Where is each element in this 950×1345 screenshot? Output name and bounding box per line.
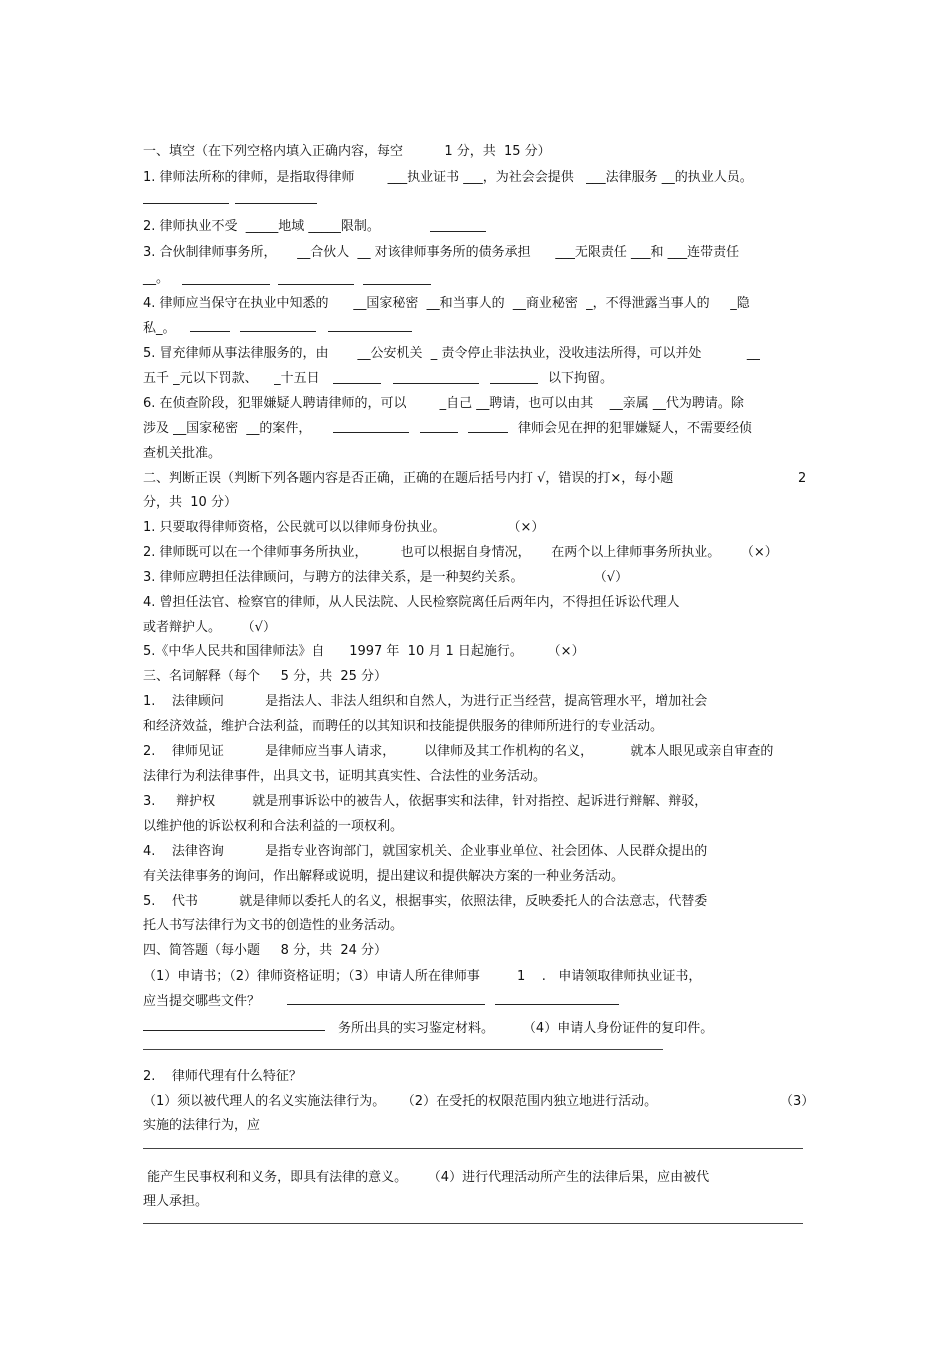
answer-underline <box>333 432 409 433</box>
section-2-heading: 二、判断正误（判断下列各题内容是否正确，正确的在题后括号内打 √，错误的打×，每小题 <box>143 471 674 486</box>
answer-rule <box>143 1049 663 1050</box>
answer-underline <box>235 203 317 204</box>
q2-3-text: 3. 律师应聘担任法律顾问，与聘方的法律关系，是一种契约关系。 （√） <box>143 570 629 585</box>
term-5-text-cont: 托人书写法律行为文书的创造性的业务活动。 <box>143 918 404 933</box>
answer-underline <box>420 432 458 433</box>
answer-underline <box>287 1004 485 1005</box>
answer-1-text-cont: 务所出具的实习鉴定材料。 （4）申请人身份证件的复印件。 <box>338 1021 714 1036</box>
term-5-text: 5. 代书 就是律师以委托人的名义，根据事实，依照法律，反映委托人的合法意志，代替委 <box>143 894 708 909</box>
q1-5-text-cont: 五千 _元以下罚款、 _十五日 <box>143 371 320 386</box>
q2-4-text: 4. 曾担任法官、检察官的律师，从人民法院、人民检察院离任后两年内，不得担任诉讼代理人 <box>143 595 680 610</box>
section-2-heading-cont: 分，共 10 分） <box>143 495 237 510</box>
answer-underline <box>240 331 316 332</box>
term-2-text-cont: 法律行为利法律事件，出具文书，证明其真实性、合法性的业务活动。 <box>143 769 547 784</box>
term-4-text: 4. 法律咨询 是指专业咨询部门，就国家机关、企业事业单位、社会团体、人民群众提出的 <box>143 844 708 859</box>
q1-5-text-end: 以下拘留。 <box>548 371 614 386</box>
answer-2-text-end: 理人承担。 <box>143 1194 209 1209</box>
answer-underline <box>278 284 354 285</box>
answer-underline <box>333 383 381 384</box>
q2-5-text: 5.《中华人民共和国律师法》自 1997 年 10 月 1 日起施行。 （×） <box>143 644 585 659</box>
answer-1-text: （1）申请书；（2）律师资格证明；（3）申请人所在律师事 1 . 申请领取律师执业证书， <box>143 969 702 984</box>
answer-underline <box>182 284 270 285</box>
answer-2-text-cont: 实施的法律行为，应 <box>143 1118 261 1133</box>
section-4-heading: 四、简答题（每小题 8 分，共 24 分） <box>143 943 388 958</box>
term-4-text-cont: 有关法律事务的询问，作出解释或说明，提出建议和提供解决方案的一种业务活动。 <box>143 869 625 884</box>
answer-2-text-cont2: 能产生民事权利和义务，即具有法律的意义。 （4）进行代理活动所产生的法律后果，应由被代 <box>143 1170 710 1185</box>
q1-6-text: 6. 在侦查阶段，犯罪嫌疑人聘请律师的，可以 _自己 __聘请，也可以由其 __亲属 __代为聘请。除 <box>143 396 744 411</box>
q1-6-text-last: 查机关批准。 <box>143 446 222 461</box>
q2-1-text: 1. 只要取得律师资格，公民就可以以律师身份执业。 （×） <box>143 520 545 535</box>
answer-underline <box>430 231 486 232</box>
term-3-text-cont: 以维护他的诉讼权利和合法利益的一项权利。 <box>143 819 404 834</box>
answer-2-text: （1）须以被代理人的名义实施法律行为。 （2）在受托的权限范围内独立地进行活动。 <box>143 1094 658 1109</box>
term-1-text-cont: 和经济效益，维护合法利益，而聘任的以其知识和技能提供服务的律师所进行的专业活动。 <box>143 719 664 734</box>
q1-1-text: 1. 律师法所称的律师，是指取得律师 ___执业证书 ___，为社会会提供 ___法律服务 __的执业人员。 <box>143 170 753 185</box>
answer-underline <box>363 284 431 285</box>
q1-3-text: 3. 合伙制律师事务所， __合伙人 __ 对该律师事务所的债务承担 ___无限责任 ___和 ___连带责任 <box>143 245 740 260</box>
section-3-heading: 三、名词解释（每个 5 分，共 25 分） <box>143 669 388 684</box>
q1-3-text-cont: __。 <box>143 271 170 286</box>
answer-underline <box>328 331 412 332</box>
term-3-text: 3. 辩护权 就是刑事诉讼中的被告人，依据事实和法律，针对指控、起诉进行辩解、辩驳， <box>143 794 708 809</box>
q1-6-text-cont: 涉及 __国家秘密 __的案件， <box>143 421 312 436</box>
question-2-text: 2. 律师代理有什么特征？ <box>143 1069 302 1084</box>
section-2-score: 2 <box>798 471 807 486</box>
q1-2-text: 2. 律师执业不受 _____地域 _____限制。 <box>143 219 380 234</box>
answer-underline <box>143 1030 325 1031</box>
answer-rule <box>143 1223 803 1224</box>
answer-underline <box>143 203 229 204</box>
q1-4-text-cont: 私_。 <box>143 321 176 336</box>
q1-4-text: 4. 律师应当保守在执业中知悉的 __国家秘密 __和当事人的 __商业秘密 _，不得泄露当事人的 _隐 <box>143 296 750 311</box>
section-1-heading: 一、填空（在下列空格内填入正确内容，每空 1 分，共 15 分） <box>143 144 551 159</box>
answer-underline <box>468 432 508 433</box>
term-1-text: 1. 法律顾问 是指法人、非法人组织和自然人，为进行正当经营，提高管理水平，增加社会 <box>143 694 708 709</box>
answer-underline <box>490 383 538 384</box>
q1-5-text: 5. 冒充律师从事法律服务的，由 __公安机关 _ 责令停止非法执业，没收违法所得，可以并处 __ <box>143 346 760 361</box>
question-1-text: 应当提交哪些文件？ <box>143 994 261 1009</box>
answer-underline <box>495 1004 619 1005</box>
q2-4-text-cont: 或者辩护人。 （√） <box>143 620 276 635</box>
answer-2-text-num: （3） <box>780 1094 815 1109</box>
q2-2-text: 2. 律师既可以在一个律师事务所执业， 也可以根据自身情况， 在两个以上律师事务所执业。 （×） <box>143 545 778 560</box>
answer-underline <box>190 331 230 332</box>
answer-underline <box>393 383 479 384</box>
term-2-text: 2. 律师见证 是律师应当事人请求， 以律师及其工作机构的名义， 就本人眼见或亲自审查的 <box>143 744 774 759</box>
q1-6-text-end: 律师会见在押的犯罪嫌疑人，不需要经侦 <box>518 421 753 436</box>
answer-rule <box>143 1148 803 1149</box>
